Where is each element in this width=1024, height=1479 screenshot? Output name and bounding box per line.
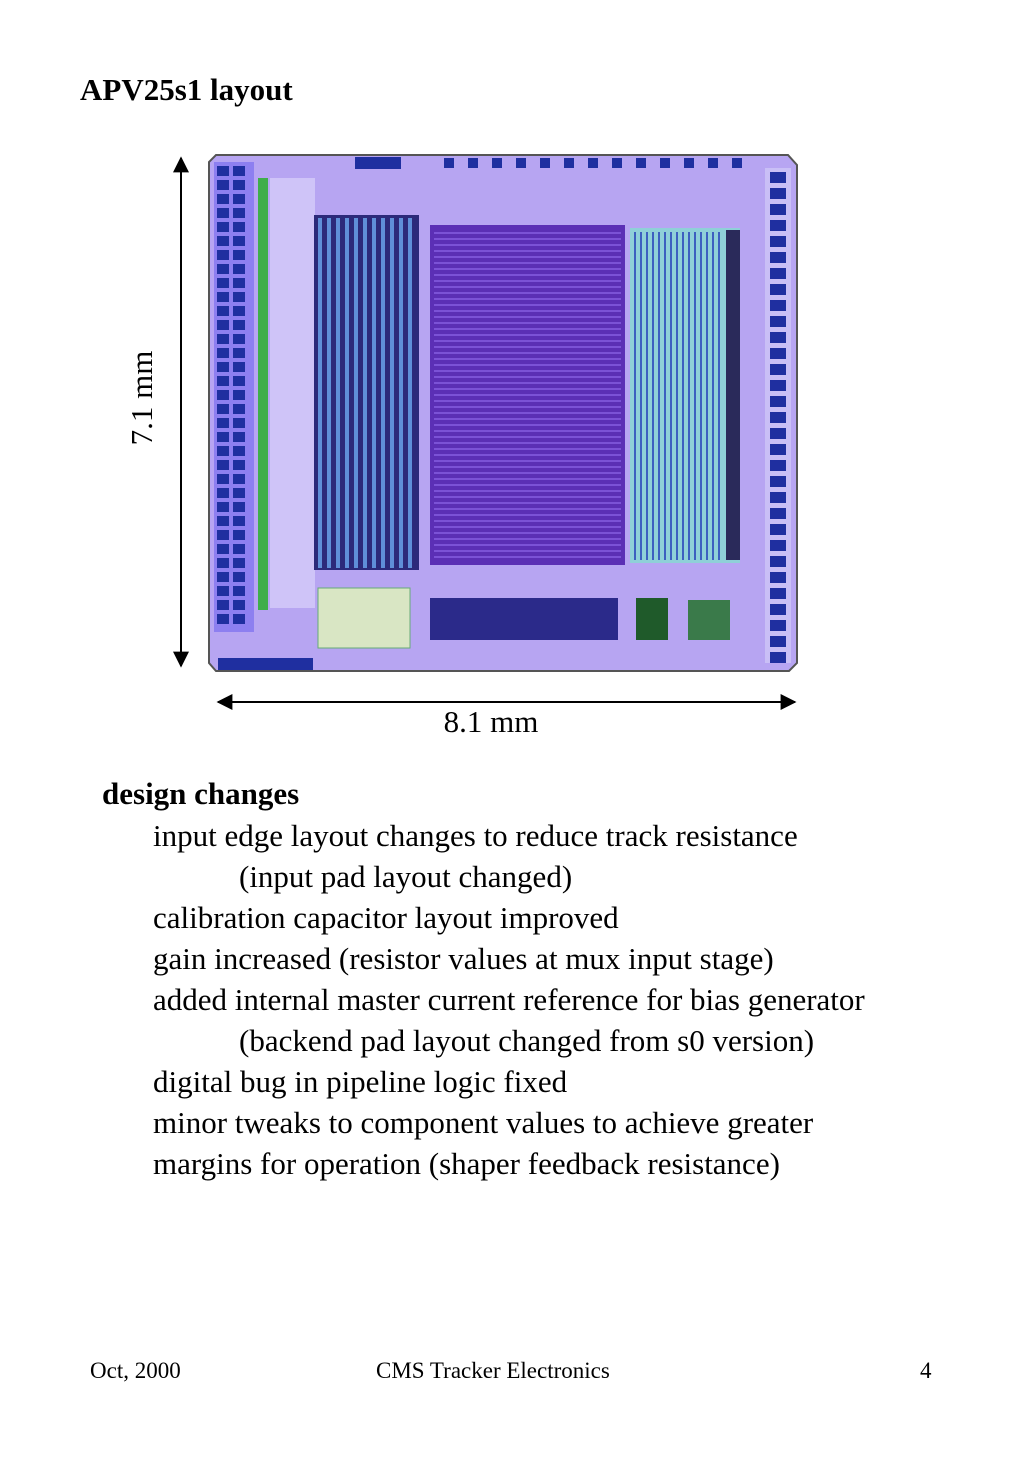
height-dimension-label: 7.1 mm	[124, 350, 159, 446]
width-dimension-label: 8.1 mm	[443, 704, 539, 739]
list-item: digital bug in pipeline logic fixed	[153, 1064, 568, 1099]
list-item: input edge layout changes to reduce track resistance	[153, 818, 798, 853]
design-changes-list	[153, 815, 865, 1184]
footer-title: CMS Tracker Electronics	[376, 1358, 610, 1383]
list-item: gain increased (resistor values at mux input stage)	[153, 941, 774, 976]
list-item: calibration capacitor layout improved	[153, 900, 619, 935]
list-item: margins for operation (shaper feedback resistance)	[153, 1146, 780, 1181]
slide-title: APV25s1 layout	[80, 72, 293, 107]
footer-date: Oct, 2000	[90, 1358, 181, 1383]
list-item: minor tweaks to component values to achieve greater	[153, 1105, 814, 1140]
section-heading: design changes	[102, 776, 300, 811]
list-item: added internal master current reference for bias generator	[153, 982, 865, 1017]
page-number: 4	[920, 1358, 932, 1383]
list-item: (input pad layout changed)	[239, 859, 573, 894]
chip-die-image	[209, 155, 797, 671]
list-item: (backend pad layout changed from s0 version)	[239, 1023, 815, 1058]
chip-layout-figure	[120, 140, 820, 750]
